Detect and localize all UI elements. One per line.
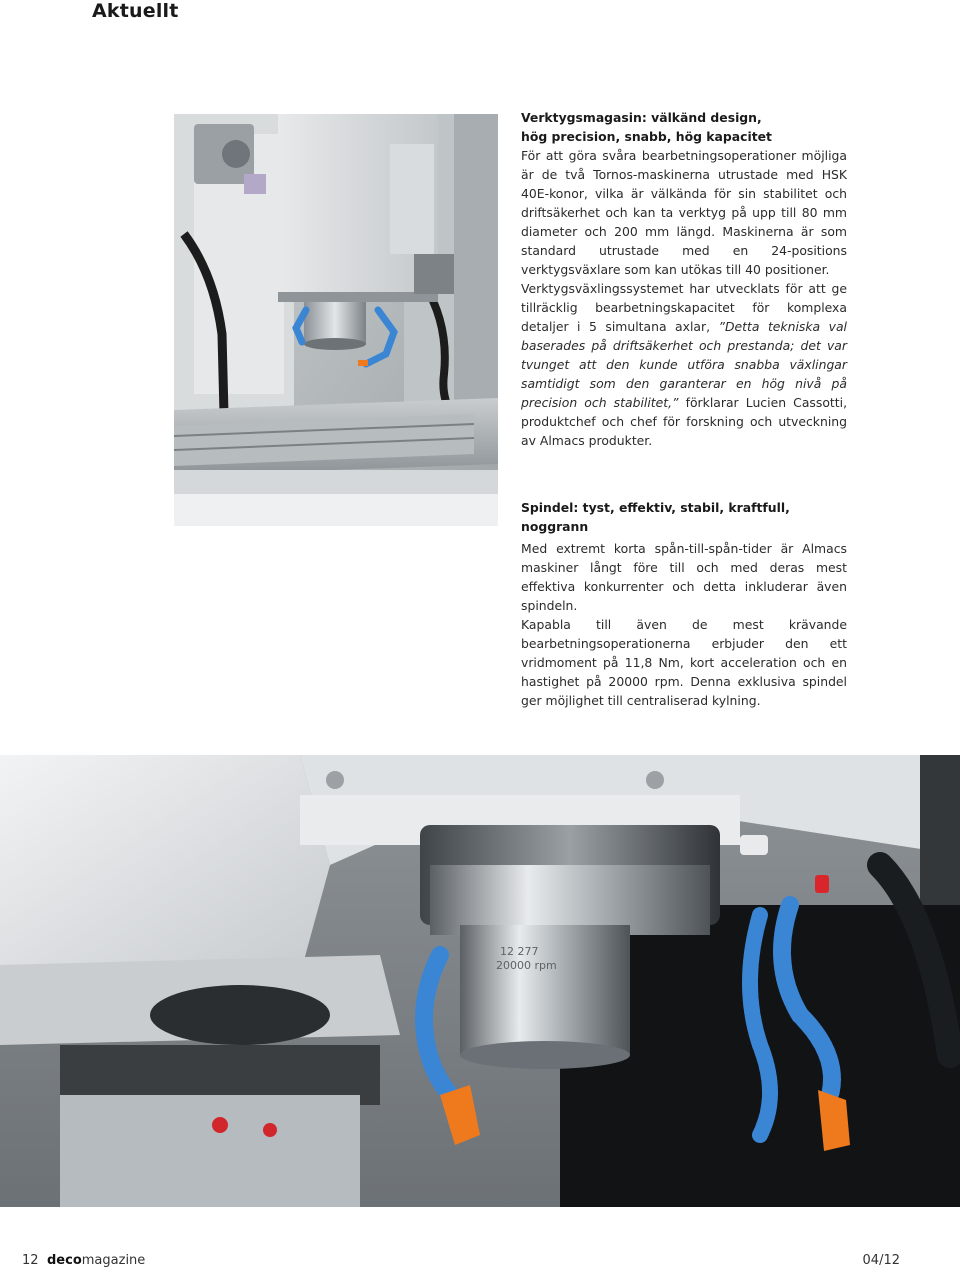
article-spindle (521, 498, 847, 710)
article-heading: Spindel: tyst, effektiv, stabil, kraftfull, noggrann (521, 500, 790, 534)
paragraph-text: Verktygsväxlingssystemet har utvecklats för att ge tillräcklig bearbetningskapacitet för komplexa detaljer i 5 simultana axlar, (521, 281, 847, 334)
section-title: Aktuellt (92, 0, 179, 22)
magazine-name (47, 1253, 145, 1268)
spindle-photo (0, 755, 960, 1207)
svg-text:12 277: 12 277 (500, 945, 539, 958)
page-footer (22, 1253, 900, 1271)
page-number: 12 (22, 1253, 39, 1268)
article-heading (521, 108, 847, 146)
heading-line-1: Verktygsmagasin: välkänd design, (521, 110, 762, 125)
paragraph-text: förklarar Lucien Cassotti, produktchef och chef för forskning och utveckning av Almacs produkter. (521, 395, 848, 448)
article-paragraph (521, 279, 847, 450)
article-paragraph: Med extremt korta spån-till-spån-tider är Almacs maskiner långt före till och med deras mest effektiva konkurrenter och detta inkluderar även spindeln. (521, 541, 847, 613)
svg-text:20000 rpm: 20000 rpm (496, 959, 557, 972)
article-paragraph: För att göra svåra bearbetningsoperationer möjliga är de två Tornos-maskinerna utrustade med HSK 40E-konor, vilka är välkända för sin stabilitet och driftsäkerhet och kan ta verktyg på upp till 80 mm diameter och 200 mm längd. Maskinerna är som standard utrustade med en 24-positions verktygsväxlare som kan utökas till 40 positioner. (521, 148, 847, 277)
quote-text: ”Detta tekniska val baserades på driftsäkerhet och prestanda; det var tvunget att den kunde utföra snabba växlingar samtidigt som den garanterar en hög nivå på precision och stabilitet,” (521, 319, 847, 410)
heading-line-2: hög precision, snabb, hög kapacitet (521, 129, 772, 144)
article-paragraph: Kapabla till även de mest krävande bearbetningsoperationerna erbjuder den ett vridmoment på 11,8 Nm, kort acceleration och en hastighet på 20000 rpm. Denna exklusiva spindel ger möjlighet till centraliserad kylning. (521, 617, 847, 708)
article-tool-magazine (521, 108, 847, 450)
issue-number: 04/12 (862, 1253, 900, 1268)
magazine-name-rest: magazine (81, 1253, 146, 1268)
tool-magazine-photo (174, 114, 498, 526)
magazine-name-bold: deco (47, 1253, 82, 1268)
